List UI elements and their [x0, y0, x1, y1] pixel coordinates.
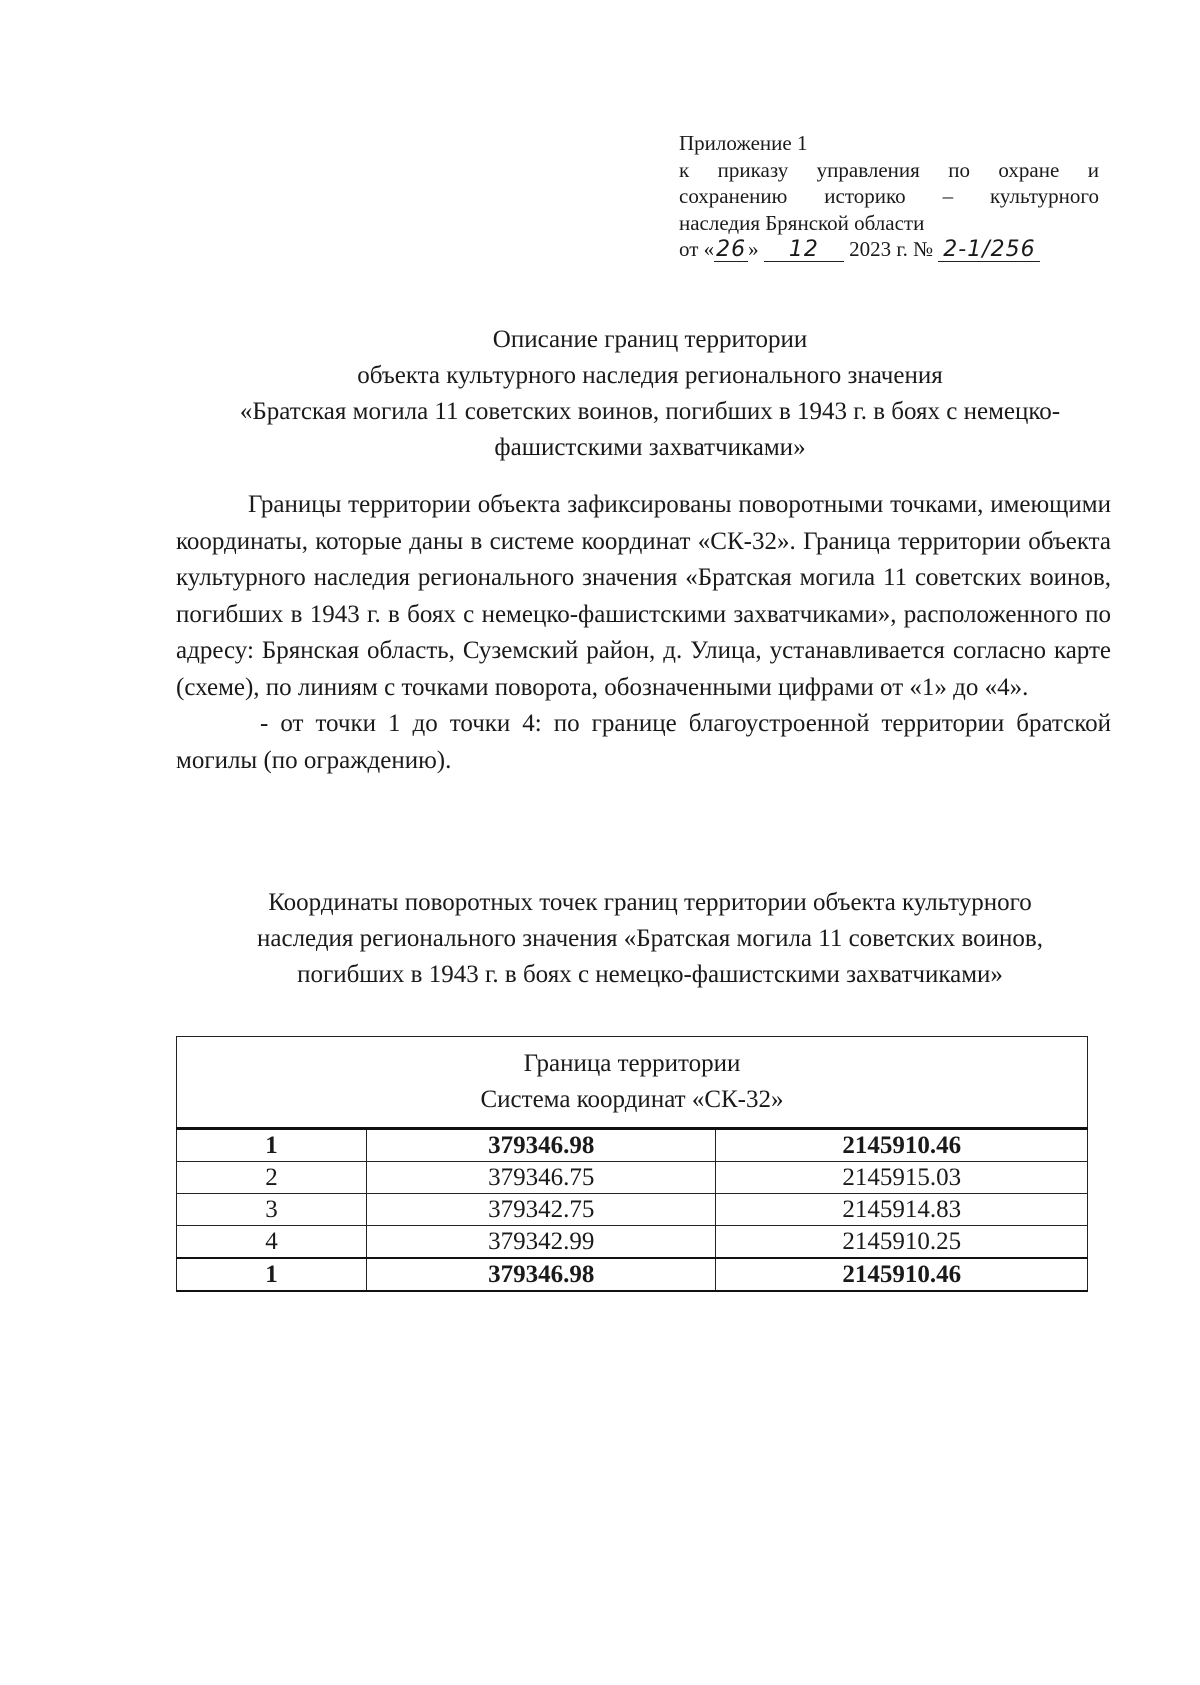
handwritten-day: 26: [716, 237, 747, 262]
appendix-department-line: сохранению историко – культурного: [679, 184, 1099, 208]
body-paragraph: Границы территории объекта зафиксированы поворотными точками, имеющими координаты, которые даны в системе координат «СК-32». Граница территории объекта культурного наследия регионального значения «Братская могила 11 советских воинов, погибших в 1943 г. в боях с немецко-фашистскими захватчиками», расположенного по адресу: Брянская область, Суземский район, д. Улица, устанавливается согласно карте (схеме), по линиям с точками поворота, обозначенными цифрами от «1» до «4».: [176, 491, 1111, 701]
table-title-line: Координаты поворотных точек границ территории объекта культурного: [268, 889, 1032, 916]
x-coordinate-cell: 379346.98: [366, 1129, 716, 1162]
table-row: [177, 1226, 1088, 1259]
body-paragraph: - от точки 1 до точки 4: по границе благоустроенной территории братской могилы (по ограждению).: [176, 710, 1111, 774]
document-body: [176, 487, 1111, 779]
y-coordinate-cell: 2145910.46: [716, 1258, 1088, 1291]
x-coordinate-cell: 379346.98: [366, 1258, 716, 1291]
point-number-cell: 4: [177, 1226, 367, 1259]
table-row: [177, 1194, 1088, 1226]
title-line: «Братская могила 11 советских воинов, погибших в 1943 г. в боях с немецко-: [239, 398, 1061, 425]
point-number-cell: 1: [177, 1129, 367, 1162]
coordinates-table: [176, 1036, 1088, 1292]
date-year: 2023 г. №: [849, 237, 934, 261]
table-header: [177, 1037, 1088, 1129]
y-coordinate-cell: 2145914.83: [716, 1194, 1088, 1226]
title-line: объекта культурного наследия регионального значения: [357, 362, 943, 389]
appendix-block: [679, 130, 1099, 263]
appendix-order-line: к приказу управления по охране и: [679, 157, 1099, 182]
table-header-row: [177, 1037, 1088, 1129]
table-row: [177, 1129, 1088, 1162]
handwritten-month: 12: [764, 239, 844, 262]
x-coordinate-cell: 379342.99: [366, 1226, 716, 1259]
date-prefix: от «: [679, 237, 715, 261]
appendix-region-line: наследия Брянской области: [679, 210, 925, 235]
document-title: [150, 322, 1150, 466]
handwritten-order-number: 2-1/256: [938, 239, 1040, 262]
table-row: [177, 1162, 1088, 1194]
y-coordinate-cell: 2145910.25: [716, 1226, 1088, 1259]
y-coordinate-cell: 2145910.46: [716, 1129, 1088, 1162]
table-title-line: погибших в 1943 г. в боях с немецко-фашистскими захватчиками»: [297, 961, 1003, 988]
table-header-line: Граница территории: [523, 1050, 741, 1077]
x-coordinate-cell: 379346.75: [366, 1162, 716, 1194]
table-header-line: Система координат «СК-32»: [480, 1086, 784, 1113]
table-title: [150, 885, 1150, 993]
x-coordinate-cell: 379342.75: [366, 1194, 716, 1226]
appendix-date-line: [679, 236, 1099, 263]
title-line: Описание границ территории: [492, 326, 808, 353]
appendix-label: Приложение 1: [679, 131, 808, 155]
table-title-line: наследия регионального значения «Братская могила 11 советских воинов,: [257, 925, 1043, 952]
title-line: фашистскими захватчиками»: [494, 434, 806, 461]
table-row: [177, 1258, 1088, 1291]
point-number-cell: 3: [177, 1194, 367, 1226]
point-number-cell: 2: [177, 1162, 367, 1194]
y-coordinate-cell: 2145915.03: [716, 1162, 1088, 1194]
date-quote: »: [748, 237, 759, 261]
point-number-cell: 1: [177, 1258, 367, 1291]
